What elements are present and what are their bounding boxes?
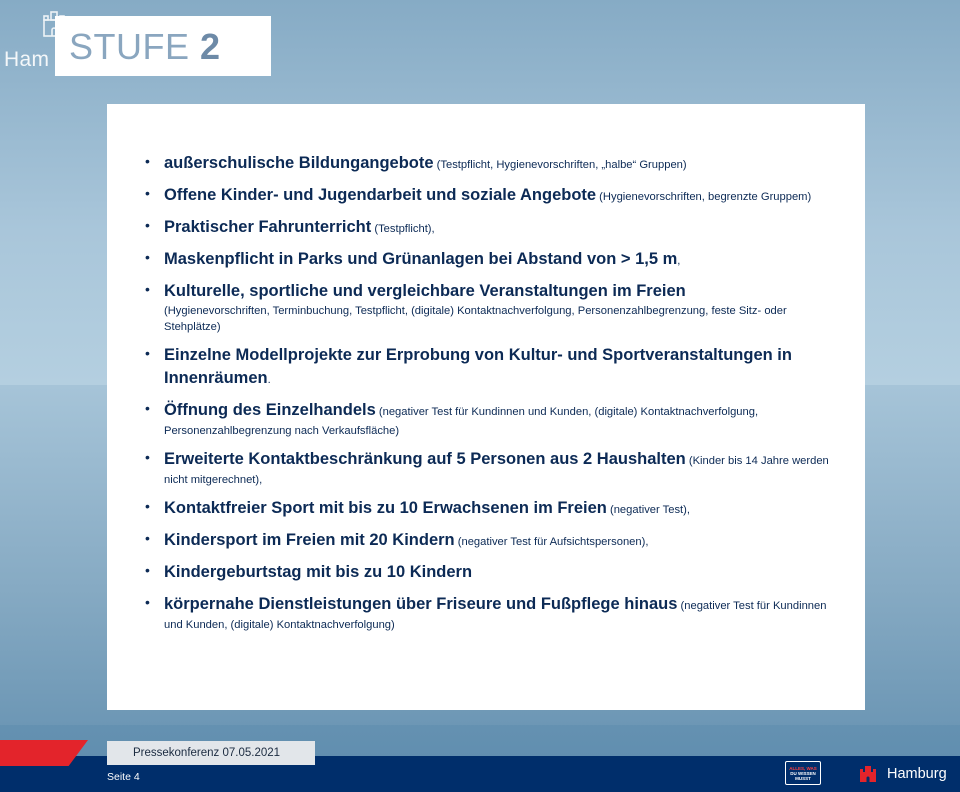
page-title	[69, 26, 221, 68]
slide-content	[107, 104, 865, 710]
bullet-dot-icon: •	[145, 449, 150, 465]
bullet-note-text: (negativer Test),	[606, 504, 690, 516]
bullet-main-text: Offene Kinder- und Jugendarbeit und soziale Angebote	[164, 186, 597, 204]
hamburg-logo-text: Hamburg	[887, 766, 947, 782]
bullet-dot-icon: •	[145, 562, 150, 578]
title-prefix: STUFE	[69, 26, 190, 67]
info-badge-icon	[785, 761, 821, 785]
bullet-item	[145, 593, 835, 633]
bullet-list	[145, 152, 835, 642]
bullet-dot-icon: •	[145, 345, 150, 361]
bullet-note-text: (negativer Test für Aufsichtspersonen),	[454, 536, 649, 548]
hamburg-castle-icon	[858, 763, 878, 783]
page-number: Seite 4	[107, 771, 140, 783]
bullet-note-text: (negativer Test für Kundinnen und Kunden, (digitale) Kontaktnachverfolgung)	[164, 600, 827, 631]
badge-line-2: DU WISSEN	[790, 771, 816, 776]
bullet-note-text: .	[267, 374, 271, 386]
bullet-item	[145, 216, 835, 239]
bullet-main-text: körpernahe Dienstleistungen über Friseure und Fußpflege hinaus	[164, 595, 678, 613]
bullet-item	[145, 399, 835, 439]
bullet-main-text: außerschulische Bildungangebote	[164, 154, 434, 172]
bullet-item	[145, 248, 835, 271]
bullet-main-text: Kontaktfreier Sport mit bis zu 10 Erwachsenen im Freien	[164, 499, 607, 517]
bullet-dot-icon: •	[145, 400, 150, 416]
bullet-main-text: Maskenpflicht in Parks und Grünanlagen bei Abstand von > 1,5 m	[164, 250, 678, 268]
bullet-note-text: (Testpflicht),	[371, 223, 435, 235]
bullet-note-text: (Hygienevorschriften, Terminbuchung, Testpflicht, (digitale) Kontaktnachverfolgung, Personenzahlbegrenzung, feste Sitz- oder Stehplätze)	[164, 305, 787, 333]
bullet-main-text: Erweiterte Kontaktbeschränkung auf 5 Personen aus 2 Haushalten	[164, 450, 686, 468]
bullet-item	[145, 529, 835, 552]
press-conference-text: Pressekonferenz 07.05.2021	[133, 747, 281, 759]
badge-line-1: ALLES, WAS	[789, 766, 817, 771]
bullet-item	[145, 448, 835, 488]
bullet-note-text: (Kinder bis 14 Jahre werden nicht mitgerechnet),	[164, 455, 829, 486]
bullet-item	[145, 184, 835, 207]
bullet-item	[145, 280, 835, 335]
bullet-note-text: (negativer Test für Kundinnen und Kunden, (digitale) Kontaktnachverfolgung, Personenzahlbegrenzung nach Verkaufsfläche)	[164, 406, 759, 437]
bullet-main-text: Kindergeburtstag mit bis zu 10 Kindern	[164, 563, 473, 581]
bullet-dot-icon: •	[145, 594, 150, 610]
press-conference-label	[107, 741, 315, 765]
bullet-item	[145, 344, 835, 390]
bullet-main-text: Öffnung des Einzelhandels	[164, 401, 376, 419]
bullet-item	[145, 497, 835, 520]
bullet-note-text: (Hygienevorschriften, begrenzte Gruppem)	[596, 191, 812, 203]
bullet-note-text: ,	[677, 255, 681, 267]
bullet-item	[145, 152, 835, 175]
background-logo-text: Ham	[4, 48, 50, 71]
bullet-dot-icon: •	[145, 153, 150, 169]
bullet-dot-icon: •	[145, 217, 150, 233]
title-number: 2	[200, 26, 221, 67]
bullet-dot-icon: •	[145, 249, 150, 265]
bullet-note-text: (Testpflicht, Hygienevorschriften, „halbe“ Gruppen)	[433, 159, 687, 171]
bullet-main-text: Kindersport im Freien mit 20 Kindern	[164, 531, 455, 549]
bullet-main-text: Kulturelle, sportliche und vergleichbare Veranstaltungen im Freien	[164, 282, 686, 300]
bullet-dot-icon: •	[145, 530, 150, 546]
bullet-dot-icon: •	[145, 185, 150, 201]
bullet-dot-icon: •	[145, 281, 150, 297]
title-box	[55, 16, 271, 76]
bullet-main-text: Praktischer Fahrunterricht	[164, 218, 372, 236]
bullet-item	[145, 561, 835, 584]
badge-line-3: MUSST	[795, 776, 811, 781]
bullet-main-text: Einzelne Modellprojekte zur Erprobung von Kultur- und Sportveranstaltungen in Innenräumen	[164, 346, 792, 387]
bullet-dot-icon: •	[145, 498, 150, 514]
